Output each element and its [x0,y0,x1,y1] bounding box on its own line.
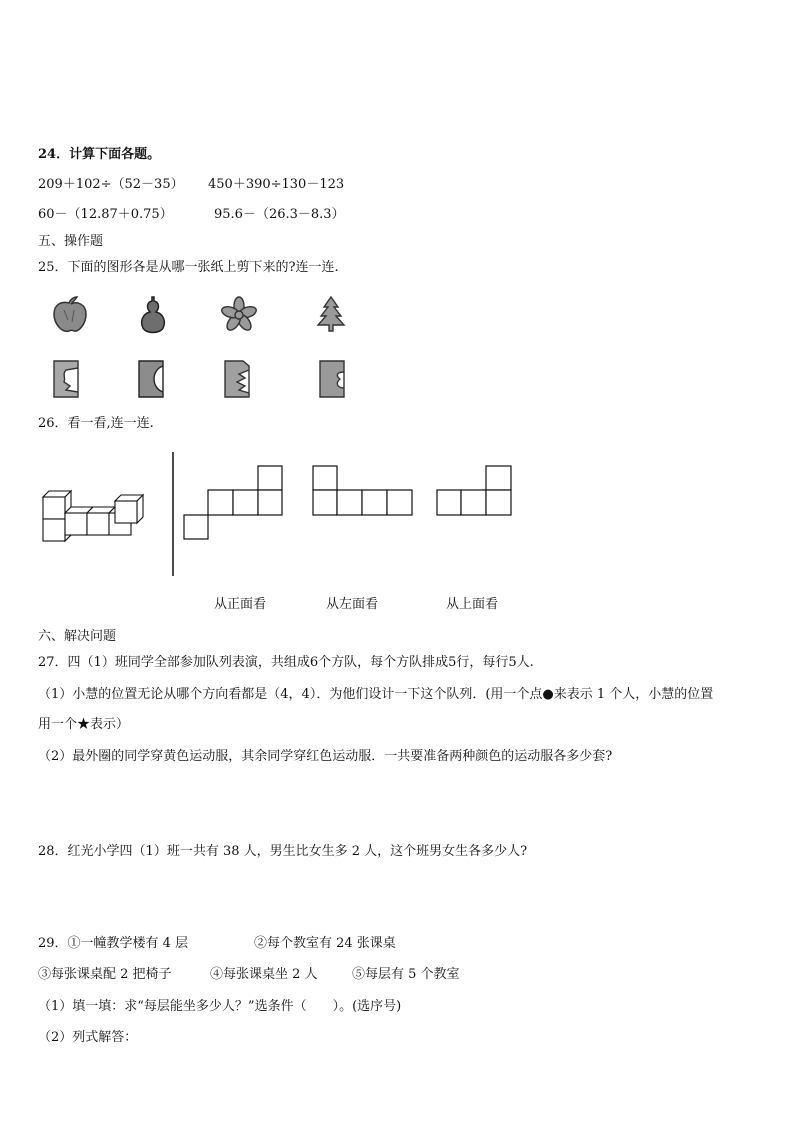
q24-heading: 24．计算下面各题。 [38,147,161,162]
tree-cutout-icon [316,296,346,332]
q28-heading: 28．红光小学四（1）班一共有 38 人，男生比女生多 2 人，这个班男女生各多少人? [38,844,528,859]
q27-part1-line1: （1）小慧的位置无论从哪个方向看都是（4，4）．为他们设计一下这个队列．(用一个点●来表示 1 个人，小慧的位置 [38,687,714,702]
q26-heading: 26．看一看,连一连. [38,416,154,431]
folded-paper-c-icon [223,360,253,398]
q27-part1-line2: 用一个★表示） [38,717,130,732]
flower-cutout-icon [220,296,258,334]
q24-expression-4: 95.6－（26.3－8.3） [214,207,345,222]
q27-part2: （2）最外圈的同学穿黄色运动服，其余同学穿红色运动服．一共要准备两种颜色的运动服各多少套? [38,749,613,764]
view-c-figure [436,465,516,521]
gourd-cutout-icon [138,296,168,336]
view-b-figure [312,465,416,521]
q24-expression-2: 450＋390÷130－123 [208,177,345,192]
q29-option-1: 29．①一幢教学楼有 4 层 [38,936,189,951]
q27-heading: 27．四（1）班同学全部参加队列表演，共组成6个方队，每个方队排成5行，每行5人. [38,655,534,670]
q25-heading: 25．下面的图形各是从哪一张纸上剪下来的?连一连. [38,260,339,275]
label-left-view: 从左面看 [326,597,379,612]
q24-expression-3: 60－（12.87＋0.75） [38,207,173,222]
q29-option-5: ⑤每层有 5 个教室 [352,967,460,982]
label-front-view: 从正面看 [214,597,267,612]
section-6-heading: 六、解决问题 [38,629,117,644]
apple-cutout-icon [50,296,90,336]
folded-paper-a-icon [52,360,82,398]
q24-expression-1: 209＋102÷（52－35） [38,177,184,192]
q26-divider-line [171,452,175,576]
view-a-figure [183,465,287,545]
section-5-heading: 五、操作题 [38,234,104,249]
cube-stack-figure [40,486,160,542]
folded-paper-b-icon [137,360,167,398]
q29-part1: （1）填一填：求“每层能坐多少人？”选条件（ ）。(选序号) [38,999,402,1014]
q29-part2: （2）列式解答： [38,1030,138,1045]
folded-paper-d-icon [318,360,348,398]
q29-option-2: ②每个教室有 24 张课桌 [254,936,396,951]
q29-option-3: ③每张课桌配 2 把椅子 [38,967,172,982]
q29-option-4: ④每张课桌坐 2 人 [210,967,318,982]
label-top-view: 从上面看 [446,597,499,612]
